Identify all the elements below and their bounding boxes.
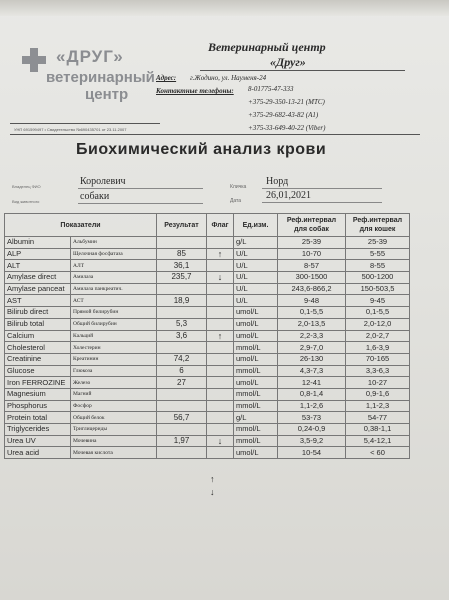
result-value: 235,7 bbox=[157, 272, 207, 284]
unit-cell: g/L bbox=[234, 237, 278, 249]
table-row bbox=[5, 260, 410, 272]
trailing-flag-down: ↓ bbox=[210, 487, 215, 497]
ref-cat-cell: 0,9-1,6 bbox=[346, 388, 410, 400]
ref-cat-cell: 25-39 bbox=[346, 237, 410, 249]
table-row bbox=[5, 330, 410, 342]
indicator-ru: Амилаза панкреатич. bbox=[71, 283, 157, 295]
result-value bbox=[157, 237, 207, 249]
indicator-en: Iron FERROZINE bbox=[5, 377, 71, 389]
result-value bbox=[157, 307, 207, 319]
ref-dog-cell: 3,5-9,2 bbox=[278, 435, 346, 447]
unit-cell: U/L bbox=[234, 283, 278, 295]
flag-mark bbox=[207, 412, 234, 424]
result-value: 5,3 bbox=[157, 318, 207, 330]
indicator-ru: Креатинин bbox=[71, 353, 157, 365]
unit-cell: U/L bbox=[234, 295, 278, 307]
unit-cell: umol/L bbox=[234, 447, 278, 459]
unit-cell: U/L bbox=[234, 260, 278, 272]
indicator-ru: АСТ bbox=[71, 295, 157, 307]
ref-cat-cell: 3,3-6,3 bbox=[346, 365, 410, 377]
indicator-en: Creatinine bbox=[5, 353, 71, 365]
ref-dog-cell: 12-41 bbox=[278, 377, 346, 389]
ref-dog-cell: 0,1-5,5 bbox=[278, 307, 346, 319]
flag-mark bbox=[207, 283, 234, 295]
indicator-en: Urea UV bbox=[5, 435, 71, 447]
flag-mark bbox=[207, 260, 234, 272]
clinic-subtitle: «Друг» bbox=[270, 55, 306, 69]
indicator-en: Cholesterol bbox=[5, 342, 71, 354]
phone-4: +375-33-649-40-22 (Viber) bbox=[248, 124, 326, 132]
result-value bbox=[157, 424, 207, 436]
flag-mark bbox=[207, 447, 234, 459]
date-label: Дата bbox=[230, 198, 242, 204]
ref-dog-cell: 2,9-7,0 bbox=[278, 342, 346, 354]
header-flag: Флаг bbox=[207, 214, 234, 237]
owner-value: Королевич bbox=[80, 176, 126, 187]
ref-cat-cell: 5,4-12,1 bbox=[346, 435, 410, 447]
unit-cell: mmol/L bbox=[234, 435, 278, 447]
unit-cell: mmol/L bbox=[234, 400, 278, 412]
unit-cell: umol/L bbox=[234, 318, 278, 330]
unit-cell: mmol/L bbox=[234, 365, 278, 377]
unit-cell: mmol/L bbox=[234, 342, 278, 354]
indicator-ru: Общий белок bbox=[71, 412, 157, 424]
table-row bbox=[5, 295, 410, 307]
ref-cat-cell: 500-1200 bbox=[346, 272, 410, 284]
header-unit: Ед.изм. bbox=[234, 214, 278, 237]
indicator-en: Calcium bbox=[5, 330, 71, 342]
unit-cell: mmol/L bbox=[234, 388, 278, 400]
result-value: 85 bbox=[157, 248, 207, 260]
indicator-ru: Общий билирубин bbox=[71, 318, 157, 330]
indicator-en: Albumin bbox=[5, 237, 71, 249]
indicator-ru: Кальций bbox=[71, 330, 157, 342]
flag-mark bbox=[207, 377, 234, 389]
ref-dog-cell: 10-70 bbox=[278, 248, 346, 260]
indicator-en: Phosphorus bbox=[5, 400, 71, 412]
address-value: г.Жодино, ул. Науменя-24 bbox=[190, 74, 267, 82]
table-row bbox=[5, 248, 410, 260]
indicator-en: ALP bbox=[5, 248, 71, 260]
table-row bbox=[5, 307, 410, 319]
table-row bbox=[5, 377, 410, 389]
table-row bbox=[5, 365, 410, 377]
flag-mark bbox=[207, 342, 234, 354]
unit-cell: umol/L bbox=[234, 307, 278, 319]
result-value bbox=[157, 283, 207, 295]
unit-cell: umol/L bbox=[234, 330, 278, 342]
indicator-en: Protein total bbox=[5, 412, 71, 424]
address-label: Адрес: bbox=[156, 74, 177, 82]
flag-mark bbox=[207, 237, 234, 249]
ref-dog-cell: 25-39 bbox=[278, 237, 346, 249]
clinic-name: Ветеринарный центр bbox=[208, 40, 326, 54]
unit-cell: U/L bbox=[234, 248, 278, 260]
date-rule bbox=[262, 202, 382, 203]
flag-mark: ↓ bbox=[207, 435, 234, 447]
result-value bbox=[157, 388, 207, 400]
indicator-ru: Холестерин bbox=[71, 342, 157, 354]
trailing-flag-up: ↑ bbox=[210, 474, 215, 484]
result-value: 18,9 bbox=[157, 295, 207, 307]
ref-cat-cell: 2,0-2,7 bbox=[346, 330, 410, 342]
flag-mark bbox=[207, 318, 234, 330]
table-row bbox=[5, 400, 410, 412]
indicator-en: Magnesium bbox=[5, 388, 71, 400]
ref-cat-cell: 2,0-12,0 bbox=[346, 318, 410, 330]
ref-dog-cell: 243,6-866,2 bbox=[278, 283, 346, 295]
species-value: собаки bbox=[80, 191, 110, 202]
ref-dog-cell: 300-1500 bbox=[278, 272, 346, 284]
table-row bbox=[5, 318, 410, 330]
result-value bbox=[157, 400, 207, 412]
flag-mark: ↑ bbox=[207, 248, 234, 260]
flag-mark: ↓ bbox=[207, 272, 234, 284]
flag-mark bbox=[207, 353, 234, 365]
ref-dog-cell: 10-54 bbox=[278, 447, 346, 459]
result-value: 1,97 bbox=[157, 435, 207, 447]
indicator-en: AST bbox=[5, 295, 71, 307]
table-row bbox=[5, 447, 410, 459]
flag-mark bbox=[207, 400, 234, 412]
logo-line2: ветеринарный bbox=[46, 69, 155, 86]
indicator-ru: Амилаза bbox=[71, 272, 157, 284]
result-value: 3,6 bbox=[157, 330, 207, 342]
table-row bbox=[5, 283, 410, 295]
ref-cat-cell: 150-503,5 bbox=[346, 283, 410, 295]
flag-mark bbox=[207, 424, 234, 436]
header-result: Результат bbox=[157, 214, 207, 237]
ref-cat-cell: 0,38-1,1 bbox=[346, 424, 410, 436]
ref-cat-cell: 9-45 bbox=[346, 295, 410, 307]
ref-cat-cell: 1,1-2,3 bbox=[346, 400, 410, 412]
phone-1: 8-01775-47-333 bbox=[248, 85, 294, 93]
top-rule bbox=[10, 134, 420, 135]
logo-brand: «ДРУГ» bbox=[56, 47, 124, 66]
ref-dog-cell: 2,2-3,3 bbox=[278, 330, 346, 342]
ref-dog-cell: 0,8-1,4 bbox=[278, 388, 346, 400]
ref-cat-cell: 54-77 bbox=[346, 412, 410, 424]
table-row bbox=[5, 424, 410, 436]
table-row bbox=[5, 353, 410, 365]
flag-mark: ↑ bbox=[207, 330, 234, 342]
date-value: 26,01,2021 bbox=[266, 190, 311, 201]
indicator-en: Triglycerides bbox=[5, 424, 71, 436]
unit-cell: umol/L bbox=[234, 353, 278, 365]
indicator-ru: Фосфор bbox=[71, 400, 157, 412]
nickname-label: Кличка bbox=[230, 184, 247, 190]
indicator-ru: Альбумин bbox=[71, 237, 157, 249]
indicator-ru: Триглицериды bbox=[71, 424, 157, 436]
indicator-en: Glucose bbox=[5, 365, 71, 377]
owner-rule bbox=[78, 188, 203, 189]
nickname-value: Норд bbox=[266, 176, 289, 187]
unit-cell: g/L bbox=[234, 412, 278, 424]
ref-dog-cell: 2,0-13,5 bbox=[278, 318, 346, 330]
ref-cat-cell: 0,1-5,5 bbox=[346, 307, 410, 319]
ref-cat-cell: 10-27 bbox=[346, 377, 410, 389]
table-row bbox=[5, 388, 410, 400]
indicator-en: Amylase panceat bbox=[5, 283, 71, 295]
page-title: Биохимический анализ крови bbox=[76, 141, 327, 158]
indicator-en: ALT bbox=[5, 260, 71, 272]
ref-dog-cell: 4,3-7,3 bbox=[278, 365, 346, 377]
indicator-en: Bilirub total bbox=[5, 318, 71, 330]
indicator-ru: Мочевая кислота bbox=[71, 447, 157, 459]
indicator-ru: Щелочная фосфатаза bbox=[71, 248, 157, 260]
table-header-row bbox=[5, 214, 410, 237]
phone-2: +375-29-350-13-21 (МТС) bbox=[248, 98, 325, 106]
result-value: 36,1 bbox=[157, 260, 207, 272]
indicator-ru: АЛТ bbox=[71, 260, 157, 272]
unit-cell: U/L bbox=[234, 272, 278, 284]
header-indicator: Показатели bbox=[5, 214, 157, 237]
ref-cat-cell: 1,6-3,9 bbox=[346, 342, 410, 354]
header-ref-dogs: Реф.интервал для собак bbox=[278, 214, 346, 237]
species-rule bbox=[78, 203, 203, 204]
result-value: 27 bbox=[157, 377, 207, 389]
phone-3: +375-29-682-43-82 (A1) bbox=[248, 111, 319, 119]
table-row bbox=[5, 412, 410, 424]
ref-dog-cell: 9-48 bbox=[278, 295, 346, 307]
species-label: Вид животного bbox=[12, 199, 40, 204]
unit-cell: mmol/L bbox=[234, 424, 278, 436]
results-body bbox=[5, 237, 410, 459]
ref-dog-cell: 8-57 bbox=[278, 260, 346, 272]
header-ref-cats: Реф.интервал для кошек bbox=[346, 214, 410, 237]
indicator-en: Urea acid bbox=[5, 447, 71, 459]
table-row bbox=[5, 342, 410, 354]
flag-mark bbox=[207, 295, 234, 307]
result-value: 6 bbox=[157, 365, 207, 377]
ref-dog-cell: 26-130 bbox=[278, 353, 346, 365]
flag-mark bbox=[207, 388, 234, 400]
indicator-ru: Мочевина bbox=[71, 435, 157, 447]
logo-line3: центр bbox=[85, 86, 129, 103]
result-value: 74,2 bbox=[157, 353, 207, 365]
indicator-ru: Железо bbox=[71, 377, 157, 389]
result-value: 56,7 bbox=[157, 412, 207, 424]
ref-dog-cell: 0,24-0,9 bbox=[278, 424, 346, 436]
ref-cat-cell: 8-55 bbox=[346, 260, 410, 272]
unit-cell: umol/L bbox=[234, 377, 278, 389]
flag-mark bbox=[207, 307, 234, 319]
table-row bbox=[5, 272, 410, 284]
reg-rule bbox=[10, 123, 160, 124]
nickname-rule bbox=[262, 188, 382, 189]
clinic-logo-cross bbox=[22, 48, 46, 72]
ref-cat-cell: 5-55 bbox=[346, 248, 410, 260]
contacts-label: Контактные телефоны: bbox=[156, 87, 234, 95]
result-value bbox=[157, 342, 207, 354]
ref-dog-cell: 53-73 bbox=[278, 412, 346, 424]
ref-dog-cell: 1,1-2,6 bbox=[278, 400, 346, 412]
results-table bbox=[4, 213, 410, 459]
indicator-ru: Глюкоза bbox=[71, 365, 157, 377]
indicator-ru: Магний bbox=[71, 388, 157, 400]
table-row bbox=[5, 237, 410, 249]
ref-cat-cell: < 60 bbox=[346, 447, 410, 459]
registration-text: УНП 691599497 • Свидетельство №690435701 от 23.11.2007 bbox=[14, 127, 127, 132]
owner-label: Владелец ФИО bbox=[12, 184, 41, 189]
header-rule bbox=[200, 70, 405, 71]
indicator-ru: Прямой билирубин bbox=[71, 307, 157, 319]
flag-mark bbox=[207, 365, 234, 377]
indicator-en: Amylase direct bbox=[5, 272, 71, 284]
ref-cat-cell: 70-165 bbox=[346, 353, 410, 365]
result-value bbox=[157, 447, 207, 459]
table-row bbox=[5, 435, 410, 447]
indicator-en: Bilirub direct bbox=[5, 307, 71, 319]
